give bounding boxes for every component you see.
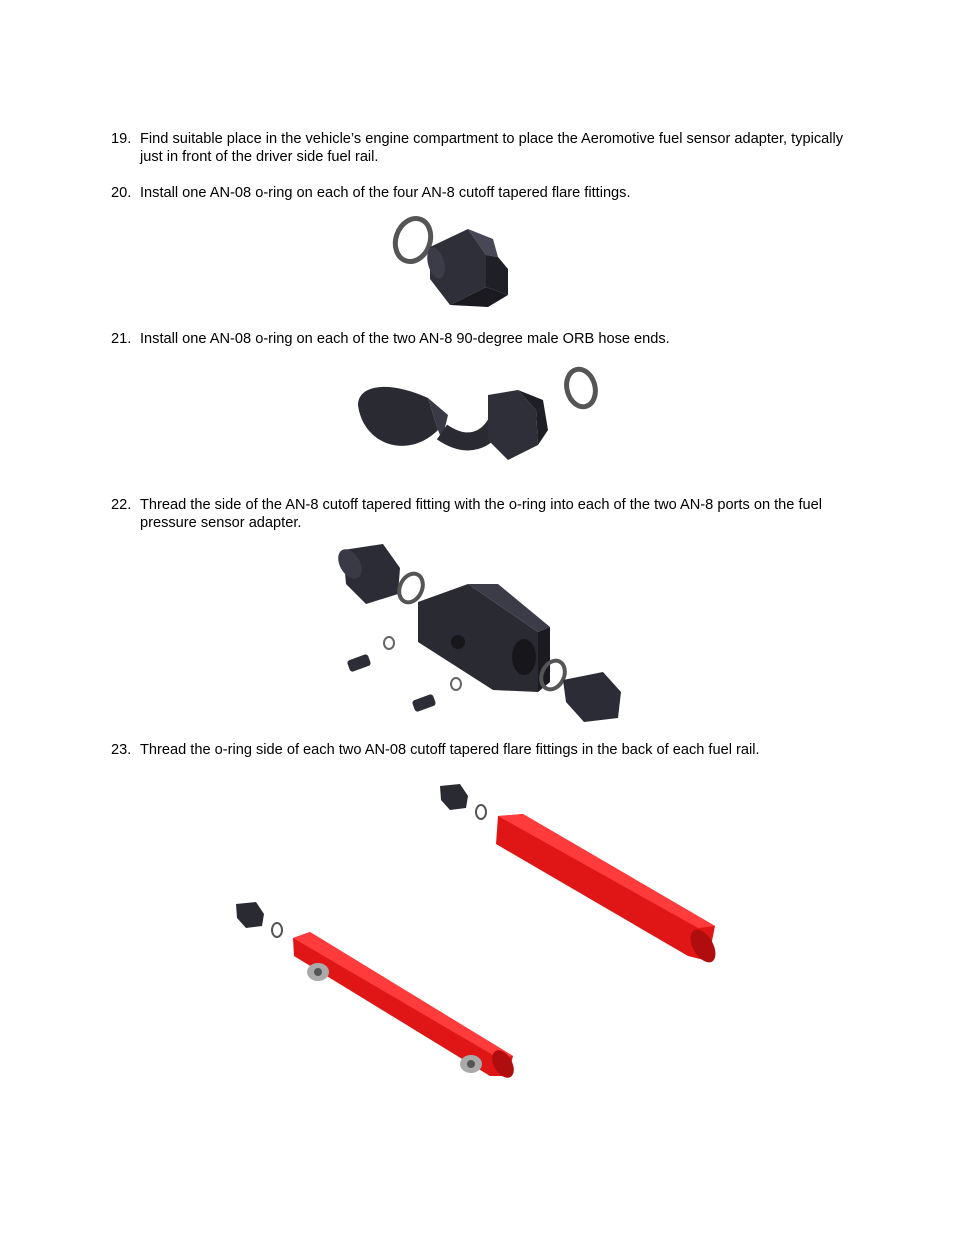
step-text: Find suitable place in the vehicle’s engine compartment to place the Aeromotive fuel sensor adapter, typically just in front of the driver side fuel rail.	[140, 131, 844, 165]
step-19	[111, 130, 851, 166]
step-number: 23.	[111, 742, 132, 758]
step-number: 20.	[111, 185, 132, 201]
step-21	[111, 330, 851, 348]
step-text: Thread the side of the AN-8 cutoff tapered fitting with the o-ring into each of the two AN-8 ports on the fuel pressure sensor adapter.	[140, 497, 822, 531]
figure-sensor-adapter-exploded	[288, 532, 668, 728]
step-23	[111, 741, 851, 759]
figure-90-degree-hose-end	[338, 360, 618, 472]
step-number: 22.	[111, 497, 132, 513]
step-text: Thread the o-ring side of each two AN-08 cutoff tapered flare fittings in the back of each fuel rail.	[140, 742, 760, 758]
step-number: 21.	[111, 331, 132, 347]
step-text: Install one AN-08 o-ring on each of the four AN-8 cutoff tapered flare fittings.	[140, 185, 631, 201]
figure-flare-fitting-with-oring	[368, 207, 588, 313]
step-22	[111, 496, 851, 532]
step-text: Install one AN-08 o-ring on each of the two AN-8 90-degree male ORB hose ends.	[140, 331, 670, 347]
figure-fuel-rails-with-fittings	[228, 776, 728, 1081]
step-number: 19.	[111, 131, 132, 147]
step-20	[111, 184, 851, 202]
